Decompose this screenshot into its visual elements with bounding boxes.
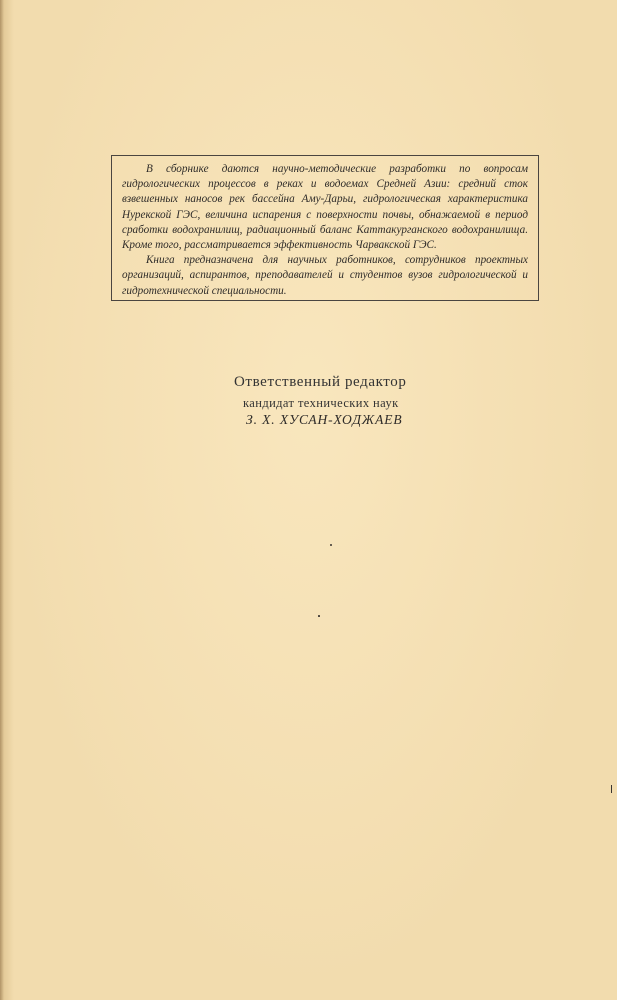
abstract-box	[111, 155, 539, 301]
paper-speck	[318, 615, 320, 617]
abstract-paragraph-1: В сборнике даются научно-методические разработки по вопросам гидрологических процессов в реках и водоемах Средней Азии: средний сток взвешенных наносов рек бассейна Аму-Дарьи, гидрологическая характеристика Нурекской ГЭС, величина испарения с поверхности почвы, обнажаемой в период сработки водохранилищ, радиационный баланс Каттакурганского водохранилища. Кроме того, рассматривается эффективность Чарвакской ГЭС.	[122, 163, 528, 252]
paper-speck	[330, 544, 332, 546]
abstract-paragraph-2: Книга предназначена для научных работников, сотрудников проектных организаций, аспирантов, преподавателей и студентов вузов гидрологической и гидротехнической специальности.	[122, 254, 528, 297]
paper-speck	[611, 785, 612, 793]
page-spine-shadow	[0, 0, 4, 1000]
abstract-text	[122, 162, 528, 299]
editor-name: З. Х. ХУСАН-ХОДЖАЕВ	[246, 412, 403, 427]
editor-role: Ответственный редактор	[234, 374, 407, 390]
editor-degree: кандидат технических наук	[243, 396, 399, 410]
